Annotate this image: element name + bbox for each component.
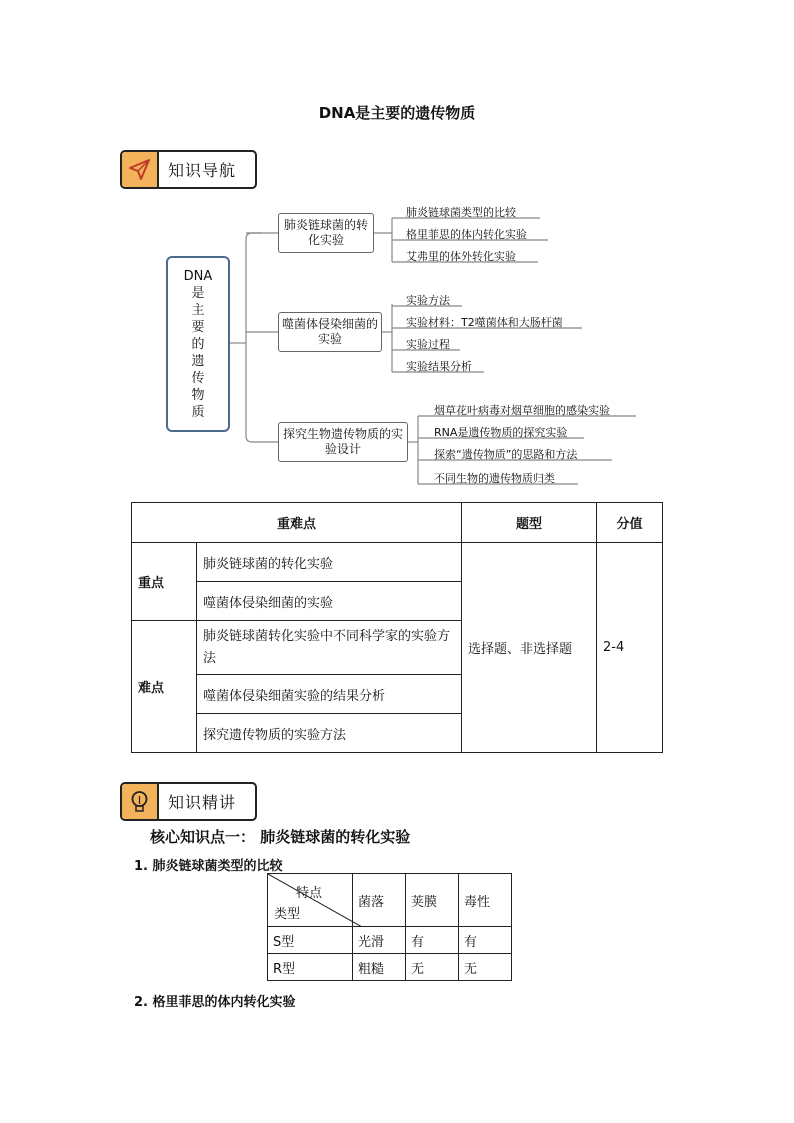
mindmap-leaf: 格里菲思的体内转化实验 — [406, 228, 527, 241]
table-header: 菌落 — [353, 874, 406, 927]
table-cell: 探究遗传物质的实验方法 — [197, 714, 462, 753]
banner-label: 知识导航 — [168, 161, 237, 180]
mindmap-leaf: 实验方法 — [406, 294, 450, 307]
score-cell: 2-4 — [597, 543, 663, 753]
mindmap-branch-3: 探究生物遗传物质的实验设计 — [278, 422, 408, 462]
table-cell: 有 — [406, 927, 459, 954]
mindmap-leaf: RNA是遗传物质的探究实验 — [434, 426, 568, 439]
type-cell: R型 — [268, 954, 353, 981]
diag-bottom-label: 类型 — [274, 907, 301, 922]
mindmap-leaf: 实验过程 — [406, 338, 450, 351]
bacteria-type-table — [267, 873, 512, 981]
table-cell: 光滑 — [353, 927, 406, 954]
mindmap-branch-1: 肺炎链球菌的转化实验 — [278, 213, 374, 253]
table-cell: 肺炎链球菌转化实验中不同科学家的实验方法 — [197, 621, 462, 675]
mindmap-leaf: 实验材料：T2噬菌体和大肠杆菌 — [406, 316, 563, 329]
table-cell: 无 — [459, 954, 512, 981]
table-cell: 噬菌体侵染细菌实验的结果分析 — [197, 675, 462, 714]
table-header: 题型 — [462, 503, 597, 543]
mindmap-leaf: 肺炎链球菌类型的比较 — [406, 206, 516, 219]
subheading-1: 1. 肺炎链球菌类型的比较 — [134, 859, 283, 874]
lightbulb-icon — [122, 784, 159, 819]
subheading-2: 2. 格里菲思的体内转化实验 — [134, 995, 296, 1010]
type-cell: S型 — [268, 927, 353, 954]
table-header: 重难点 — [132, 503, 462, 543]
table-cell: 无 — [406, 954, 459, 981]
diagonal-header-cell — [268, 874, 353, 927]
row-label-zhongdian: 重点 — [132, 543, 197, 621]
table-cell: 粗糙 — [353, 954, 406, 981]
table-cell: 噬菌体侵染细菌的实验 — [197, 582, 462, 621]
mindmap-leaf: 不同生物的遗传物质归类 — [434, 472, 555, 485]
mindmap-root-label: DNA 是 主 要 的 遗 传 物 质 — [183, 269, 213, 420]
page-title: DNA是主要的遗传物质 — [318, 104, 476, 122]
row-label-nandian: 难点 — [132, 621, 197, 753]
mindmap-branch-2: 噬菌体侵染细菌的实验 — [278, 312, 382, 352]
knowledge-lecture-banner — [120, 782, 257, 821]
mindmap-leaf: 烟草花叶病毒对烟草细胞的感染实验 — [434, 404, 610, 417]
section-heading — [150, 826, 410, 847]
table-cell: 有 — [459, 927, 512, 954]
mindmap-leaf: 实验结果分析 — [406, 360, 472, 373]
table-header: 分值 — [597, 503, 663, 543]
section-title: 肺炎链球菌的转化实验 — [260, 828, 411, 846]
diag-top-label: 特点 — [295, 886, 322, 901]
table-header: 毒性 — [459, 874, 512, 927]
mindmap-root — [166, 256, 230, 432]
question-type-cell: 选择题、非选择题 — [462, 543, 597, 753]
mindmap-leaf: 探索“遗传物质”的思路和方法 — [434, 448, 578, 461]
banner-label: 知识精讲 — [168, 793, 237, 812]
key-points-table — [131, 502, 663, 753]
table-header: 荚膜 — [406, 874, 459, 927]
mindmap-leaf: 艾弗里的体外转化实验 — [406, 250, 516, 263]
section-prefix: 核心知识点一： — [150, 828, 256, 846]
table-cell: 肺炎链球菌的转化实验 — [197, 543, 462, 582]
